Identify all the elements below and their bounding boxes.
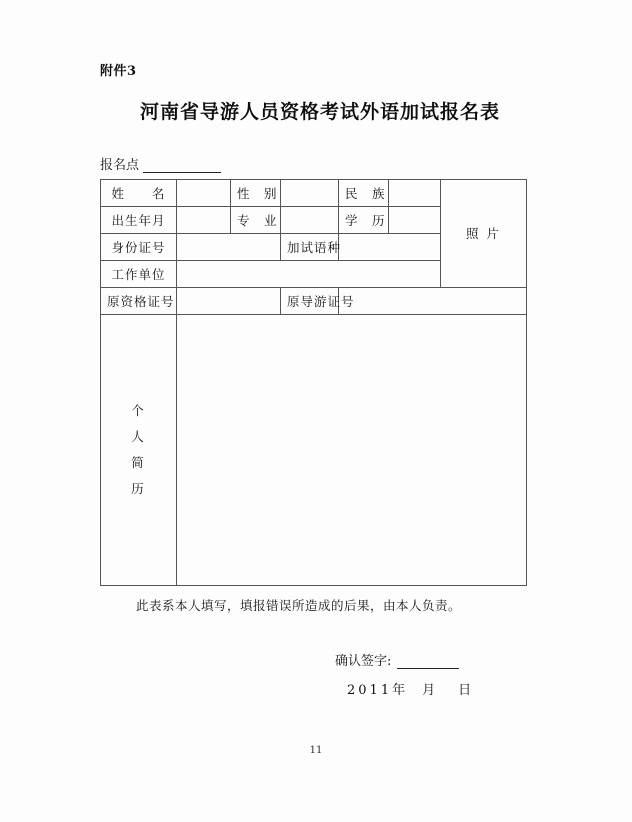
signup-point-field <box>100 154 530 173</box>
gender-value[interactable] <box>281 180 339 207</box>
original-guide-value[interactable] <box>339 288 527 315</box>
birth-value[interactable] <box>177 207 231 234</box>
resume-label-char-1: 人 <box>131 429 146 444</box>
resume-label-char-2: 简 <box>131 455 146 470</box>
name-value[interactable] <box>177 180 231 207</box>
personal-resume-value[interactable] <box>177 315 527 586</box>
language-value[interactable] <box>339 234 441 261</box>
id-number-label: 身份证号 <box>101 234 177 261</box>
original-qualification-value[interactable] <box>177 288 281 315</box>
registration-form-table <box>100 179 527 586</box>
confirm-signature-blank[interactable] <box>397 655 459 669</box>
signature-block <box>100 650 530 698</box>
original-guide-label: 原导游证号 <box>281 288 339 315</box>
date-day-unit: 日 <box>458 683 475 698</box>
confirm-signature-row <box>335 650 530 669</box>
signup-point-label: 报名点 <box>100 158 140 173</box>
id-number-value[interactable] <box>177 234 281 261</box>
table-row <box>101 315 527 586</box>
work-unit-label: 工作单位 <box>101 261 177 288</box>
ethnicity-label: 民 族 <box>339 180 389 207</box>
date-month-unit: 月 <box>422 683 439 698</box>
attachment-label: 附件3 <box>100 64 137 79</box>
form-note: 此表系本人填写，填报错误所造成的后果，由本人负责。 <box>136 598 462 613</box>
date-row <box>335 679 530 698</box>
name-label: 姓 名 <box>101 180 177 207</box>
table-row <box>101 288 527 315</box>
language-label: 加试语种 <box>281 234 339 261</box>
personal-resume-label <box>101 315 177 586</box>
table-row <box>101 180 527 207</box>
document-content <box>100 60 530 698</box>
date-year-unit: 年 <box>392 683 409 698</box>
resume-label-char-3: 历 <box>131 481 146 496</box>
birth-label: 出生年月 <box>101 207 177 234</box>
photo-label-line1: 照 <box>465 225 481 241</box>
photo-label-line2: 片 <box>486 225 501 241</box>
education-value[interactable] <box>389 207 441 234</box>
confirm-signature-label: 确认签字: <box>335 654 392 669</box>
page-title: 河南省导游人员资格考试外语加试报名表 <box>139 101 500 123</box>
work-unit-value[interactable] <box>177 261 441 288</box>
ethnicity-value[interactable] <box>389 180 441 207</box>
education-label: 学 历 <box>339 207 389 234</box>
photo-cell[interactable] <box>441 180 527 288</box>
resume-label-char-0: 个 <box>131 403 146 418</box>
gender-label: 性 别 <box>231 180 281 207</box>
major-value[interactable] <box>281 207 339 234</box>
signup-point-blank[interactable] <box>143 159 221 173</box>
page-number: 11 <box>309 745 323 756</box>
date-year-value[interactable]: 2011 <box>347 683 393 698</box>
major-label: 专 业 <box>231 207 281 234</box>
original-qualification-label: 原资格证号 <box>101 288 177 315</box>
